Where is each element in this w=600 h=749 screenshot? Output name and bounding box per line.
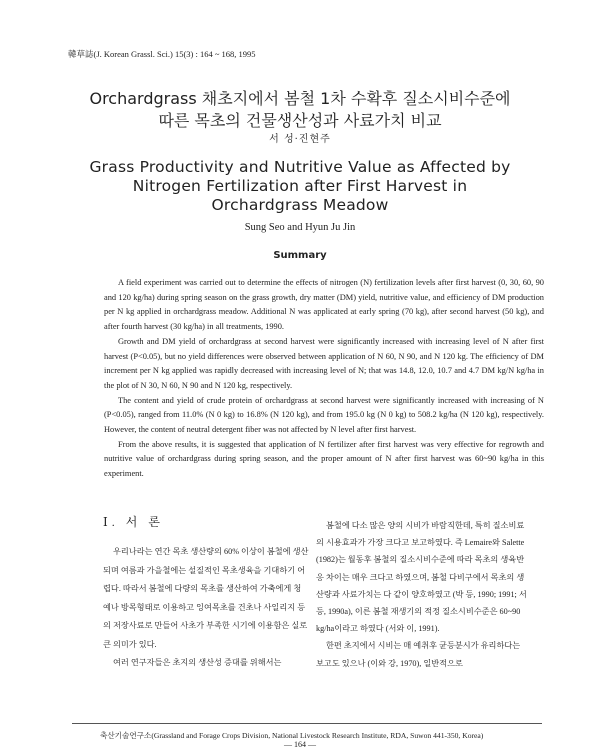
summary-heading: Summary [273, 250, 327, 261]
section-heading-introduction: Ⅰ. 서 론 [103, 515, 164, 529]
summary-paragraph: The content and yield of crude protein of orchardgrass at second harvest were significantly increased with increasing of N (P<0.05), ranged from 11.0% (N 0 kg) to 16.8% (N 120 kg), and from 195.0 kg (N 0 kg) to 508.2 kg/ha (N 120 kg), respectively. However, the content of neutral detergent fiber was not affected by N level after first harvest. [104, 395, 544, 435]
korean-authors: 서 성·진현주 [269, 134, 331, 145]
body-paragraph: 한편 초지에서 시비는 매 예취후 균등분시가 유리하다는 보고도 있으나 (이와 강, 1970), 일반적으로 [316, 641, 521, 668]
english-title-line-3: Orchardgrass Meadow [211, 196, 389, 214]
korean-title [0, 88, 600, 132]
right-column [316, 517, 528, 672]
english-title-line-1: Grass Productivity and Nutritive Value as Affected by [89, 158, 511, 176]
english-title [0, 158, 600, 215]
journal-citation: 韓草誌(J. Korean Grassl. Sci.) 15(3) : 164 ~ 168, 1995 [68, 49, 256, 59]
body-paragraph: 우리나라는 연간 목초 생산량의 60% 이상이 봄철에 생산되며 여름과 가을철에는 설질적인 목초생육을 기대하기 어렵다. 따라서 봄철에 다량의 목초를 생산하여 가축에게 청예나 방목형태로 이용하고 잉여목초를 건초나 사일리지 등의 저장사료로 만들어 사초가 부족한 시기에 이용함은 실로 큰 의미가 있다. [103, 547, 309, 649]
summary-body [104, 276, 544, 482]
korean-title-line-2: 따른 목초의 건물생산성과 사료가치 비교 [158, 111, 442, 130]
korean-title-line-1: Orchardgrass 채초지에서 봄철 1차 수확후 질소시비수준에 [89, 89, 511, 108]
summary-paragraph: A field experiment was carried out to determine the effects of nitrogen (N) fertilization levels after first harvest (0, 30, 60, 90 and 120 kg/ha) during spring season on the grass growth, dry matter (DM) yield, nutritive value, and efficiency of DM production per N kg applied in orchardgrass meadow. Additional N was applicated at early spring (70 kg), after second harvest (50 kg), and after fourth harvest (30 kg/ha) in all treatments, 1990. [104, 278, 544, 332]
body-paragraph: 여러 연구자들은 초지의 생산성 증대를 위해서는 [113, 658, 282, 667]
english-title-line-2: Nitrogen Fertilization after First Harvest in [132, 177, 468, 195]
affiliation-footnote: 축산기술연구소(Grassland and Forage Crops Division, National Livestock Research Institute, RDA, Suwon 441-350, Korea) [100, 731, 484, 740]
summary-paragraph: Growth and DM yield of orchardgrass at second harvest were significantly increased with increasing level of N after first harvest (P<0.05), but no yield differences were observed between application of N 60, N 90, and N 120 kg. The efficiency of DM increment per N kg applied was rapidly decreased with increasing level of N; that was 14.8, 12.0, 10.7 and 4.7 DM kg/N kg/ha in the plot of N 30, N 60, N 90 and N 120 kg, respectively. [104, 336, 544, 390]
footnote-divider [72, 723, 542, 724]
english-authors: Sung Seo and Hyun Ju Jin [244, 222, 356, 233]
body-paragraph: 봄철에 다소 많은 양의 시비가 바람직한데, 특히 질소비료의 시용효과가 가장 크다고 보고하였다. 즉 Lemaire와 Salette (1982)는 월동후 봄철의 질소시비수준에 따라 목초의 생육반응 차이는 매우 크다고 하였으며, 봄철 다비구에서 목초의 생산량과 사료가치는 다 같이 양호하였고 (박 등, 1990; 1991; 서 등, 1990a), 이른 봄철 재생기의 적정 질소시비수준은 60~90 kg/ha이라고 하였다 (서와 이, 1991). [316, 521, 527, 634]
summary-paragraph: From the above results, it is suggested that application of N fertilizer after first harvest was very effective for regrowth and nutritive value of orchardgrass during spring season, and the proper amount of N after first harvest was 60~90 kg/ha in this experiment. [104, 439, 544, 479]
page-number: — 164 — [284, 740, 316, 749]
left-column [103, 543, 309, 673]
